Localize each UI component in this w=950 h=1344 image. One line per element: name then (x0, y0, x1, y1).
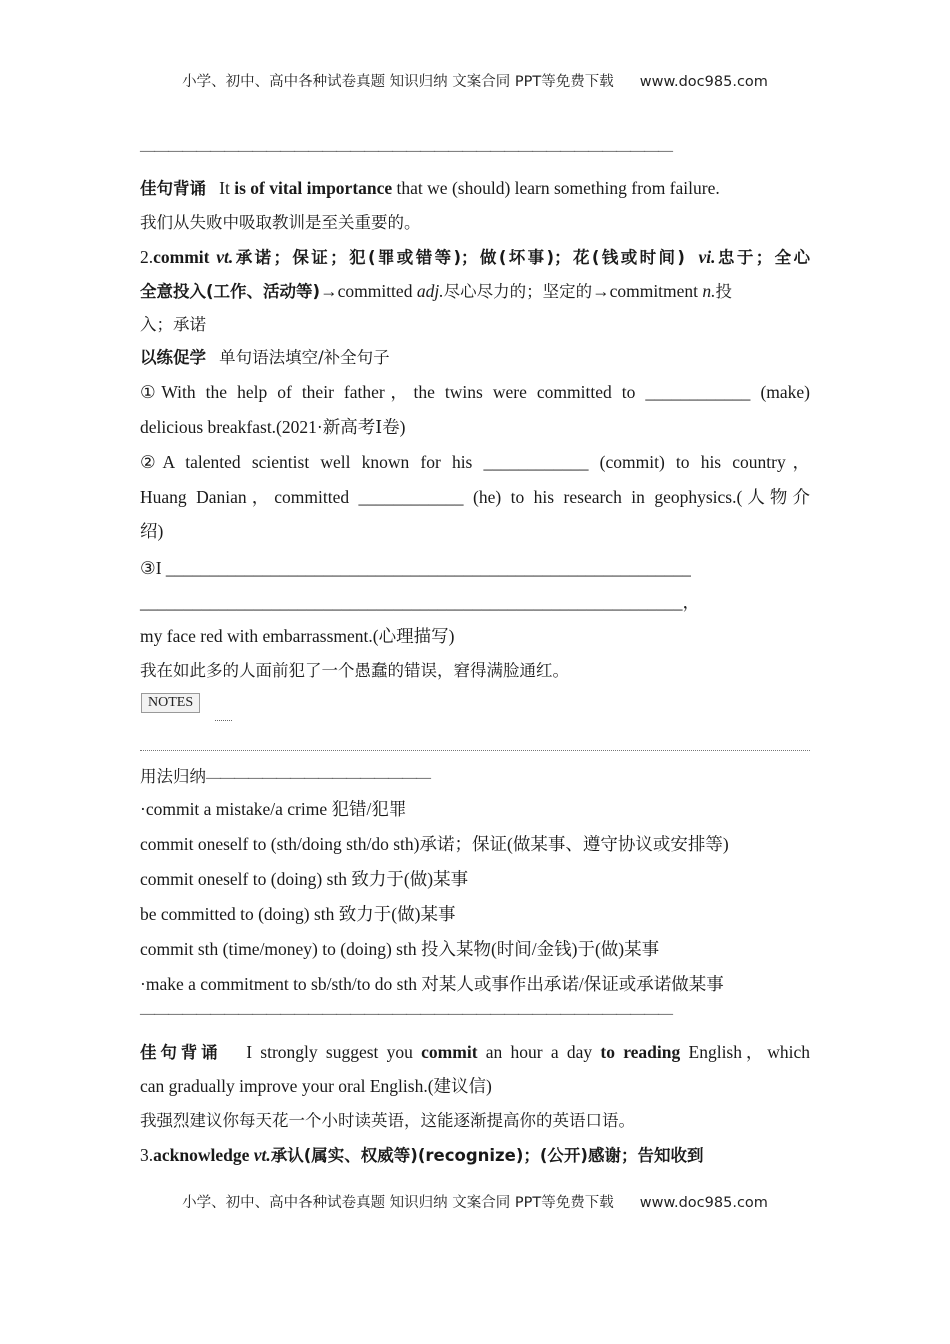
sentence2-line1: 佳句背诵 I strongly suggest you commit an hour a day to reading English，which (140, 1042, 810, 1062)
notes-box: NOTES (141, 693, 200, 713)
sentence1-bold: is of vital importance (234, 178, 393, 198)
usage-line: commit oneself to (sth/doing sth/do sth)承诺；保证(做某事、遵守协议或安排等) (140, 834, 729, 854)
item2-line2: 全意投入(工作、活动等)→committed adj.尽心尽力的；坚定的→commitment n.投 (140, 281, 733, 301)
page-footer (0, 1191, 950, 1212)
usage-heading: 用法归纳———————————————— (140, 767, 430, 786)
dotted-divider (140, 750, 810, 751)
item2-word: commit (153, 247, 210, 267)
item3-word: acknowledge (153, 1145, 250, 1165)
item2-line3: 入；承诺 (140, 315, 206, 334)
usage-line: ·commit a mistake/a crime 犯错/犯罪 (140, 799, 407, 819)
sentence1-label: 佳句背诵 (140, 179, 206, 198)
notes-underline (215, 720, 232, 721)
question-3-line3: my face red with embarrassment.(心理描写) (140, 626, 455, 646)
page-header (0, 70, 950, 91)
sentence2-translation: 我强烈建议你每天花一个小时读英语，这能逐渐提高你的英语口语。 (140, 1111, 635, 1130)
header-text: 小学、初中、高中各种试卷真题 知识归纳 文案合同 PPT等免费下载 (182, 74, 614, 90)
question-2-line3: 绍) (140, 521, 164, 541)
sentence2-label: 佳句背诵 (140, 1043, 222, 1062)
question-3-line1: ③I ____________________________________________________________ (140, 558, 691, 578)
practice-label: 以练促学 (140, 348, 206, 367)
item2-line1: 2.commit vt.承诺；保证；犯(罪或错等)；做(坏事)；花(钱或时间) vi.忠于；全心 (140, 247, 811, 267)
sentence2-line2: can gradually improve your oral English.(建议信) (140, 1076, 492, 1096)
usage-line: ·make a commitment to sb/sth/to do sth 对某人或事作出承诺/保证或承诺做某事 (140, 974, 724, 994)
question-2-line2: Huang Danian，committed ____________ (he) to his research in geophysics.(人物介 (140, 487, 810, 507)
usage-title: 用法归纳 (140, 767, 206, 786)
question-3-translation: 我在如此多的人面前犯了一个愚蠢的错误，窘得满脸通红。 (140, 661, 569, 680)
usage-line: commit sth (time/money) to (doing) sth 投入某物(时间/金钱)于(做)某事 (140, 939, 660, 959)
question-1-line1: ①With the help of their father，the twins were committed to ____________ (make) (140, 382, 810, 402)
separator-top: —————————————————————————————————————— (140, 143, 672, 159)
usage-line: be committed to (doing) sth 致力于(做)某事 (140, 904, 456, 924)
item3-line: 3.acknowledge vt.承认(属实、权威等)(recognize)；(公开)感谢；告知收到 (140, 1145, 704, 1165)
footer-text: 小学、初中、高中各种试卷真题 知识归纳 文案合同 PPT等免费下载 (182, 1195, 614, 1211)
separator-mid: —————————————————————————————————————— (140, 1006, 672, 1022)
question-1-line2: delicious breakfast.(2021·新高考Ⅰ卷) (140, 417, 406, 437)
sentence1-line: 佳句背诵 It is of vital importance that we (should) learn something from failure. (140, 178, 720, 198)
practice-heading: 以练促学 单句语法填空/补全句子 (140, 348, 390, 367)
header-url[interactable]: www.doc985.com (639, 74, 768, 90)
usage-line: commit oneself to (doing) sth 致力于(做)某事 (140, 869, 469, 889)
question-3-line2: ______________________________________________________________， (140, 592, 700, 612)
question-2-line1: ②A talented scientist well known for his ____________ (commit) to his country， (140, 452, 810, 472)
sentence1-translation: 我们从失败中吸取教训是至关重要的。 (140, 213, 421, 232)
footer-url[interactable]: www.doc985.com (639, 1195, 768, 1211)
